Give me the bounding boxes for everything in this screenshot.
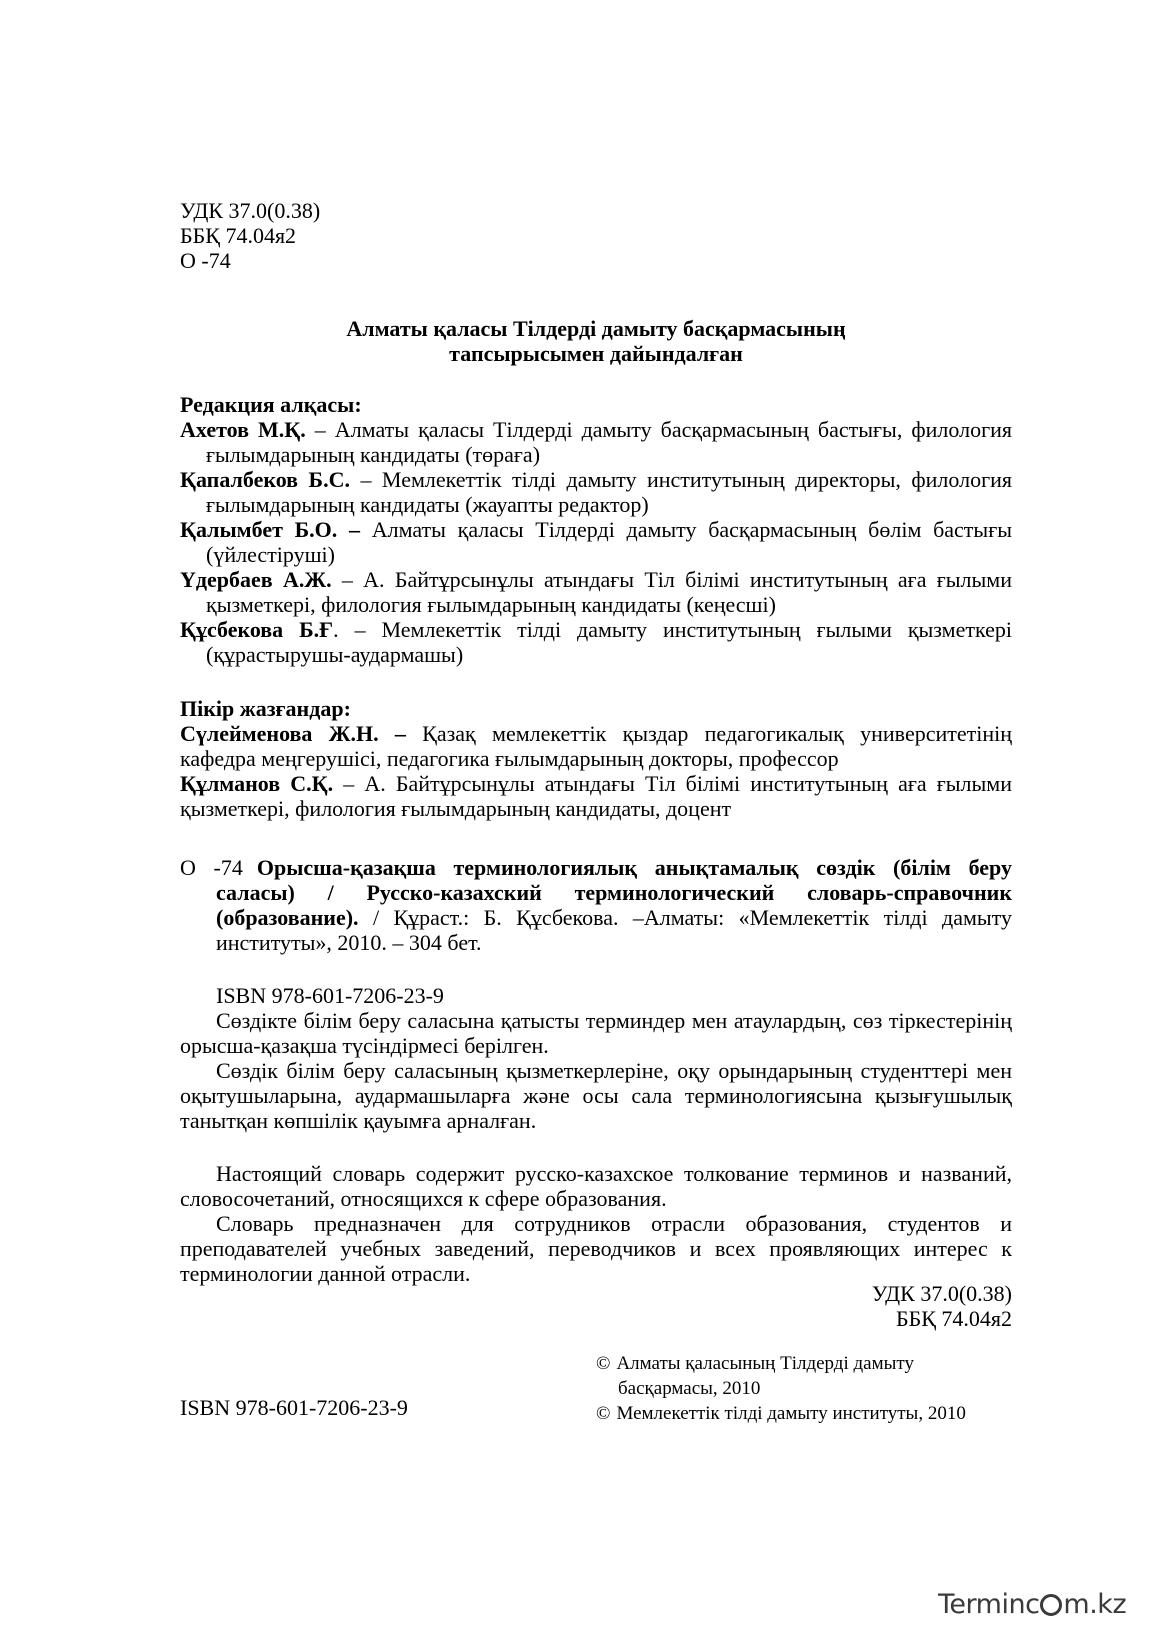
abstract-paragraph: Сөздік білім беру саласының қызметкерлеріне, оқу орындарының студенттері мен оқытушыларына, аудармашыларға және осы сала терминологиясына қызығушылық танытқан көпшілік қауымға арналған. — [180, 1058, 1012, 1133]
bbk-code: ББҚ 74.04я2 — [180, 223, 297, 248]
commissioned-by-heading — [180, 316, 1012, 366]
isbn: ISBN 978-601-7206-23-9 — [180, 1395, 408, 1420]
copyright-notice — [596, 1351, 1016, 1426]
reviewer — [180, 771, 1012, 821]
member-description: – Алматы қаласы Тілдерді дамыту басқармасының бастығы, филология ғылымдарының кандидаты (төраға) — [206, 417, 1012, 467]
abstract-paragraph: Сөздікте білім беру саласына қатысты терминдер мен атаулардың, сөз тіркестерінің орысша-қазақша түсіндірмесі берілген. — [180, 1008, 1012, 1058]
editorial-member — [180, 567, 1012, 617]
udk-code: УДК 37.0(0.38) — [180, 198, 321, 223]
bibliographic-record — [180, 855, 1012, 955]
commissioned-line-1: Алматы қаласы Тілдерді дамыту басқармасының — [346, 316, 846, 341]
member-name: Қапалбеков Б.С. — [180, 467, 350, 492]
editorial-board-title: Редакция алқасы: — [180, 392, 362, 417]
editorial-board — [180, 392, 1012, 667]
reviewer — [180, 721, 1012, 771]
watermark-text: Terminc m.kz — [938, 1589, 1127, 1620]
copyright-item — [596, 1351, 1016, 1401]
member-name: Қалымбет Б.О. – — [180, 517, 361, 542]
member-description: – А. Байтұрсынұлы атындағы Тіл білімі институтының аға ғылыми қызметкері, филология ғылымдарының кандидаты (кеңесші) — [206, 567, 1012, 617]
catalog-index: О -74 — [180, 248, 231, 273]
abstract-paragraph: Словарь предназначен для сотрудников отрасли образования, студентов и преподавателей учебных заведений, переводчиков и всех проявляющих интерес к терминологии данной отрасли. — [180, 1211, 1012, 1286]
bib-index: О -74 — [180, 855, 243, 880]
abstract-kazakh — [180, 983, 1012, 1133]
copyright-icon: © — [596, 1353, 611, 1374]
member-name: Құсбекова Б.Ғ — [180, 617, 334, 642]
member-name: Үдербаев А.Ж. — [180, 567, 332, 592]
reviewers — [180, 696, 1012, 821]
member-description: Алматы қаласы Тілдерді дамыту басқармасының бөлім бастығы (үйлестіруші) — [206, 517, 1012, 567]
abstract-paragraph: Настоящий словарь содержит русско-казахское толкование терминов и названий, словосочетаний, относящихся к сфере образования. — [180, 1161, 1012, 1211]
copyright-holder: Алматы қаласының Тілдерді дамыту басқармасы, 2010 — [616, 1353, 914, 1399]
reviewer-description: Қазақ мемлекеттік қыздар педагогикалық университетінің кафедра меңгерушісі, педагогика ғылымдарының докторы, профессор — [180, 721, 1013, 771]
editorial-member — [180, 467, 1012, 517]
watermark-logo — [938, 1589, 1140, 1625]
commissioned-line-2: тапсырысымен дайындалған — [449, 341, 743, 366]
reviewers-title: Пікір жазғандар: — [180, 696, 351, 721]
copyright-item — [596, 1401, 1016, 1426]
reviewer-name: Құлманов С.Қ. — [180, 771, 334, 796]
bib-details: / Құраст.: Б. Құсбекова. –Алматы: «Мемлекеттік тілді дамыту институты», 2010. – 304 бет. — [216, 905, 1012, 955]
copyright-holder: Мемлекеттік тілді дамыту институты, 2010 — [616, 1403, 966, 1424]
member-name: Ахетов М.Қ. — [180, 417, 306, 442]
bib-title: Орысша-қазақша терминологиялық анықтамалық сөздік (білім беру саласы) / Русско-казахский терминологический словарь-справочник (образование). — [216, 855, 1012, 930]
editorial-member — [180, 417, 1012, 467]
classification-codes-top — [180, 198, 320, 273]
editorial-member — [180, 617, 1012, 667]
member-description: . – Мемлекеттік тілді дамыту институтының ғылыми қызметкері (құрастырушы-аудармашы) — [206, 617, 1012, 667]
isbn-inline: ISBN 978-601-7206-23-9 — [216, 983, 444, 1008]
magnifier-icon — [1040, 1594, 1062, 1616]
editorial-member — [180, 517, 1012, 567]
member-description: – Мемлекеттік тілді дамыту институтының директоры, филология ғылымдарының кандидаты (жауапты редактор) — [206, 467, 1013, 517]
udk-code: УДК 37.0(0.38) — [871, 1281, 1012, 1306]
abstract-russian — [180, 1161, 1012, 1286]
reviewer-name: Сүлейменова Ж.Н. – — [180, 721, 406, 746]
bbk-code: ББҚ 74.04я2 — [895, 1306, 1012, 1331]
copyright-icon: © — [596, 1403, 611, 1424]
reviewer-description: – А. Байтұрсынұлы атындағы Тіл білімі институтының аға ғылыми қызметкері, филология ғылымдарының кандидаты, доцент — [180, 771, 1012, 821]
classification-codes-bottom — [780, 1281, 1012, 1331]
bibliographic-entry — [180, 855, 1012, 955]
